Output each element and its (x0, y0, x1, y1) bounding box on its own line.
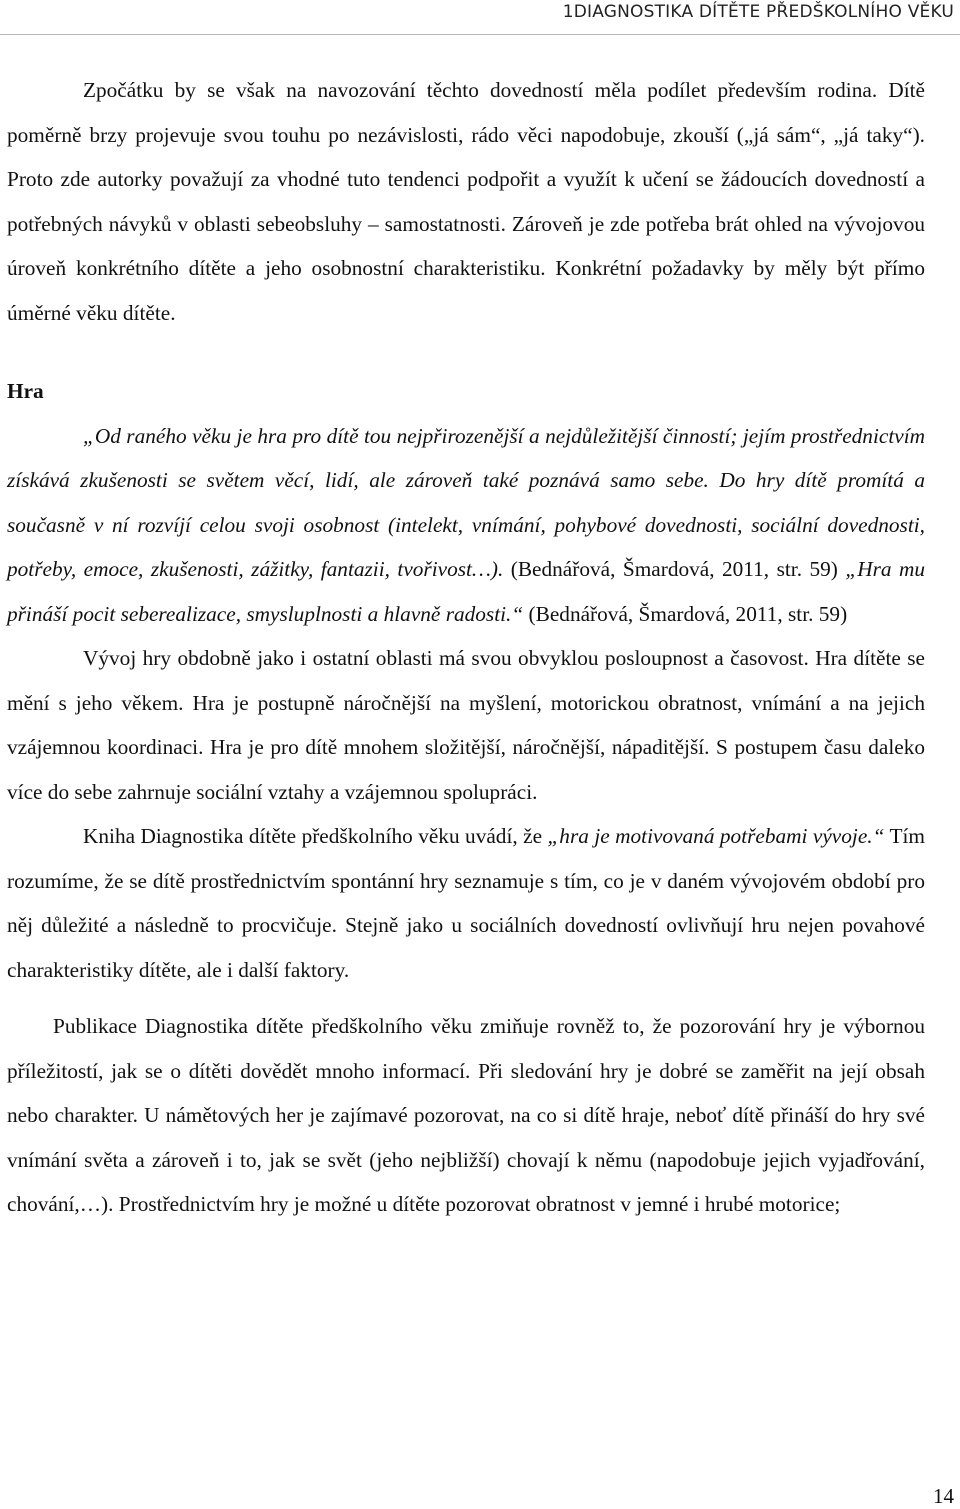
section-heading-hra: Hra (7, 379, 44, 403)
quote-2: „Hra mu přináší pocit seberealizace, smysluplnosti a hlavně radosti.“ (7, 557, 925, 626)
header-divider (0, 34, 960, 35)
document-body (7, 68, 925, 1227)
citation-1: (Bednářová, Šmardová, 2011, str. 59) (503, 557, 846, 581)
paragraph-intro: Zpočátku by se však na navozování těchto dovedností měla podílet především rodina. Dítě poměrně brzy projevuje svou touhu po nezávislosti, rádo věci napodobuje, zkouší („já sám“, „já taky“). Proto zde autorky považují za vhodné tuto tendenci podpořit a využít k učení se žádoucích dovedností a potřebných návyků v oblasti sebeobsluhy – samostatnosti. Zároveň je zde potřeba brát ohled na vývojovou úroveň konkrétního dítěte a jeho osobnostní charakteristiku. Konkrétní požadavky by měly být přímo úměrné věku dítěte. (7, 78, 925, 325)
book-text-after: Tím rozumíme, že se dítě prostřednictvím spontánní hry seznamuje s tím, co je v daném vývojovém období pro něj důležité a následně to procvičuje. Stejně jako u sociálních dovedností ovlivňují hru nejen povahové charakteristiky dítěte, ale i další faktory. (7, 824, 925, 982)
paragraph-quotes (7, 414, 925, 637)
book-quote: „hra je motivovaná potřebami vývoje.“ (547, 824, 885, 848)
paragraph-development: Vývoj hry obdobně jako i ostatní oblasti má svou obvyklou posloupnost a časovost. Hra dítěte se mění s jeho věkem. Hra je postupně náročnější na myšlení, motorickou obratnost, vnímání a na jejich vzájemnou koordinaci. Hra je pro dítě mnohem složitější, náročnější, nápaditější. S postupem času daleko více do sebe zahrnuje sociální vztahy a vzájemnou spolupráci. (7, 646, 925, 804)
quote-1: „Od raného věku je hra pro dítě tou nejpřirozenější a nejdůležitější činností; jejím prostřednictvím získává zkušenosti se světem věcí, lidí, ale zároveň také poznává samo sebe. Do hry dítě promítá a současně v ní rozvíjí celou svoji osobnost (intelekt, vnímání, pohybové dovednosti, sociální dovednosti, potřeby, emoce, zkušenosti, zážitky, fantazii, tvořivost…). (7, 423, 925, 581)
page-number: 14 (933, 1484, 954, 1508)
running-header: 1DIAGNOSTIKA DÍTĚTE PŘEDŠKOLNÍHO VĚKU (562, 2, 954, 22)
book-text-before: Kniha Diagnostika dítěte předškolního věku uvádí, že (83, 824, 548, 848)
citation-2: (Bednářová, Šmardová, 2011, str. 59) (523, 601, 848, 626)
paragraph-book (7, 814, 925, 992)
paragraph-publication: Publikace Diagnostika dítěte předškolního věku zmiňuje rovněž to, že pozorování hry je výbornou příležitostí, jak se o dítěti dovědět mnoho informací. Při sledování hry je dobré se zaměřit na její obsah nebo charakter. U námětových her je zajímavé pozorovat, na co si dítě hraje, neboť dítě přináší do hry své vnímání světa a zároveň i to, jak se svět (jeho nejbližší) chovají k němu (napodobuje jejich vyjadřování, chování,…). Prostřednictvím hry je možné u dítěte pozorovat obratnost v jemné i hrubé motorice; (7, 1014, 925, 1216)
